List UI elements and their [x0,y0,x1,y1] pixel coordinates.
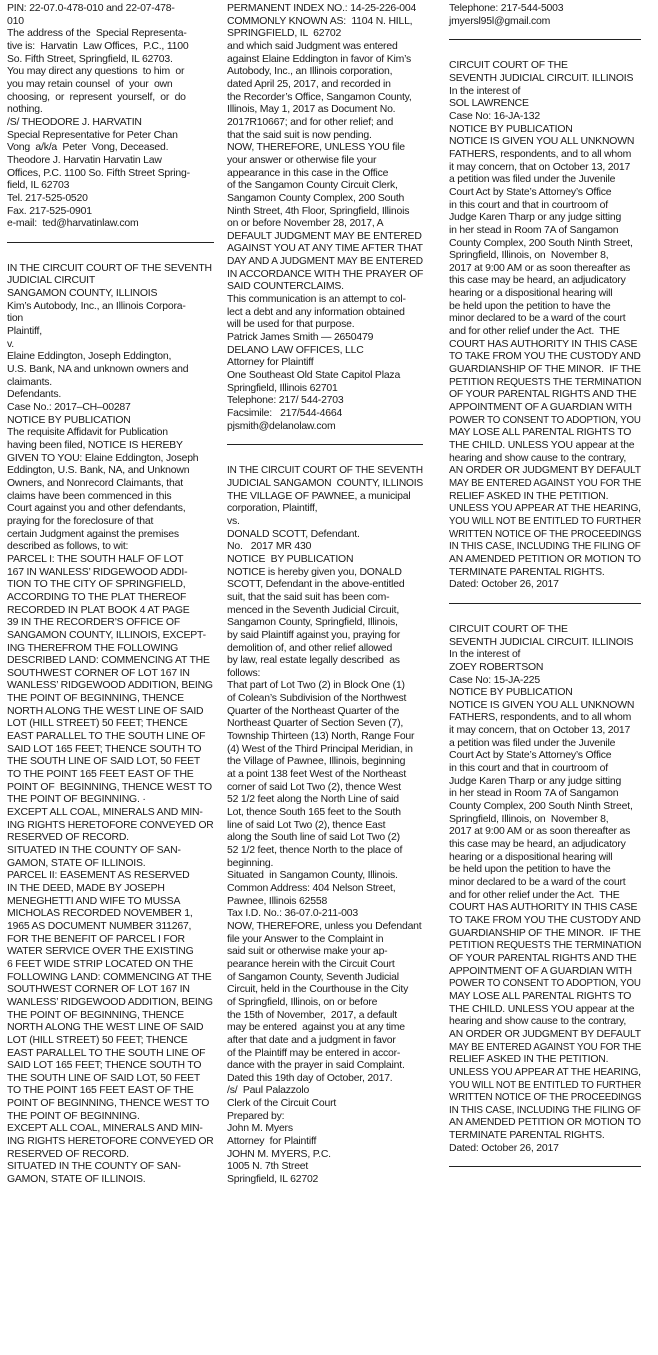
notice-line: MAY LOSE ALL PARENTAL RIGHTS TO [449,427,632,439]
notice-line: against Elaine Eddington in favor of Kim’s [227,53,412,65]
notice-line: Case No: 15-JA-225 [449,674,540,686]
notice-line: THE POINT OF BEGINNING, THENCE [7,693,184,705]
notice-line: SOUTHWEST CORNER OF LOT 167 IN [7,667,190,679]
notice-line: MENEGHETTI AND WIFE TO MUSSA [7,895,181,907]
notice-line: Springfield, Illinois 62701 [227,382,338,394]
notice-line: MICHOLAS RECORDED NOVEMBER 1, [7,908,193,920]
notice-line: of the Plaintiff may be entered in accor- [227,1047,401,1059]
notice-separator-rule [449,39,641,40]
notice-line: Judge Karen Tharp or any judge sitting [449,212,622,224]
notice-line: IN THIS CASE, INCLUDING THE FILING OF [449,541,641,553]
notice-line: TO THE POINT 165 FEET EAST OF THE [7,769,194,781]
notice-line: AN ORDER OR JUDGMENT BY DEFAULT [449,1028,641,1040]
notice-line: Pawnee, Illinois 62558 [227,895,328,907]
legal-notice-block [7,263,214,1187]
notice-line: /s/ Paul Palazzolo [227,1085,310,1097]
notice-line: UNLESS YOU APPEAR AT THE HEARING, [449,1066,641,1078]
notice-line: So. Fifth Street, Springfield, IL 62703. [7,53,173,65]
notice-line: GUARDIANSHIP OF THE MINOR. IF THE [449,364,641,376]
notice-line: POINT OF BEGINNING, THENCE WEST TO [7,781,212,793]
notice-line: Owners, and Nonrecord Claimants, that [7,477,183,489]
notice-line: NOTICE IS GIVEN YOU ALL UNKNOWN [449,699,635,711]
notice-line: PETITION REQUESTS THE TERMINATION [449,376,642,388]
notice-line: NOTICE IS GIVEN YOU ALL UNKNOWN [449,136,635,148]
notice-line: JOHN M. MYERS, P.C. [227,1148,331,1160]
notice-line: Court Act by State’s Attorney’s Office [449,750,612,762]
notice-line: PIN: 22-07.0-478-010 and 22-07-478- [7,3,175,14]
notice-separator-rule [7,242,214,243]
notice-line: AN AMENDED PETITION OR MOTION TO [449,1117,641,1129]
notice-line: Judge Karen Tharp or any judge sitting [449,775,622,787]
column-3 [449,3,641,1187]
notice-line: SANGAMON COUNTY, ILLINOIS, EXCEPT- [7,629,206,641]
notice-line: will be used for that purpose. [227,319,355,331]
notice-line: The address of the Special Representa- [7,28,187,40]
notice-line: that the said suit is now pending. [227,129,372,141]
notice-line: IN THIS CASE, INCLUDING THE FILING OF [449,1104,641,1116]
notice-line: this case may be heard, an adjudicatory [449,839,626,851]
notice-line: of Sangamon County, Seventh Judicial [227,971,399,983]
notice-line: in this court and that in courtroom of [449,199,608,211]
notice-line: THE POINT OF BEGINNING, THENCE [7,1009,184,1021]
notice-line: AN AMENDED PETITION OR MOTION TO [449,553,641,565]
notice-line: SCOTT, Defendant in the above-entitled [227,579,405,591]
notice-line: of Springfield, Illinois, on or before [227,996,378,1008]
notice-line: be held upon the petition to have the [449,864,611,876]
notice-line: The requisite Affidavit for Publication [7,427,168,439]
notice-line: In the interest of [449,85,521,97]
notice-line: by law, real estate legally described as [227,655,400,667]
notice-line: Case No: 16-JA-132 [449,110,540,122]
notice-line: MAY BE ENTERED AGAINST YOU FOR THE [449,477,642,489]
notice-line: RECORDED IN PLAT BOOK 4 AT PAGE [7,604,190,616]
notice-line: Court against you and other defendants, [7,503,186,515]
notice-line: CIRCUIT COURT OF THE [449,623,568,635]
notice-line: Tel. 217-525-0520 [7,192,88,204]
notice-line: DAY AND A JUDGMENT MAY BE ENTERED [227,256,423,268]
notice-line: nothing. [7,104,43,116]
notice-line: WRITTEN NOTICE OF THE PROCEEDINGS [449,528,642,540]
notice-line: of Colean’s Subdivision of the Northwest [227,693,407,705]
notice-line: pearance herein with the Circuit Court [227,958,395,970]
notice-line: 1965 AS DOCUMENT NUMBER 311267, [7,920,192,932]
notice-line: COMMONLY KNOWN AS: 1104 N. HILL, [227,15,413,27]
notice-line: One Southeast Old State Capitol Plaza [227,370,401,382]
notice-line: This communication is an attempt to col- [227,294,406,306]
notice-line: demolition of, and other relief allowed [227,642,393,654]
notice-line: Dated: October 26, 2017 [449,1142,559,1154]
notice-line: lect a debt and any information obtained [227,306,405,318]
notice-line: Offices, P.C. 1100 So. Fifth Street Spring- [7,167,190,179]
notice-line: Attorney for Plaintiff [227,357,314,369]
notice-line: NOTICE BY PUBLICATION [227,553,354,565]
notice-line: JUDICIAL CIRCUIT [7,275,96,287]
notice-line: you may retain counsel of your own [7,78,173,90]
notice-line: NOTICE BY PUBLICATION [449,123,573,135]
notice-line: Common Address: 404 Nelson Street, [227,882,396,894]
notice-line: 2017 at 9:00 AM or as soon thereafter as [449,826,631,838]
legal-notice-block [7,3,214,231]
notice-line: Tax I.D. No.: 36-07.0-211-003 [227,908,358,920]
notice-line: the 15th of November, 2017, a default [227,1009,397,1021]
notice-line: 6 FEET WIDE STRIP LOCATED ON THE [7,958,193,970]
notice-line: Special Representative for Peter Chan [7,129,178,141]
notice-line: Springfield, Illinois, on November 8, [449,250,609,262]
notice-line: Clerk of the Circuit Court [227,1098,337,1110]
notice-line: vs. [227,515,240,527]
notice-line: corporation, Plaintiff, [227,503,318,515]
notice-line: THE SOUTH LINE OF SAID LOT, 50 FEET [7,1072,201,1084]
notice-line: 010 [7,15,24,27]
notice-line: IN THE CIRCUIT COURT OF THE SEVENTH [227,465,423,477]
notice-line: EXCEPT ALL COAL, MINERALS AND MIN- [7,1123,203,1135]
notice-line: Fax. 217-525-0901 [7,205,92,217]
notice-line: PARCEL I: THE SOUTH HALF OF LOT [7,553,184,565]
legal-notice-block [227,3,423,433]
notice-line: ZOEY ROBERTSON [449,661,544,673]
notice-line: hearing and show cause to the contrary, [449,1016,627,1028]
notice-line: 2017 at 9:00 AM or as soon thereafter as [449,262,631,274]
notice-line: Vong a/k/a Peter Vong, Deceased. [7,142,169,154]
notice-separator-rule [227,444,423,445]
notice-line: Court Act by State’s Attorney’s Office [449,186,612,198]
notice-line: line of said Lot Two (2), thence East [227,819,386,831]
notice-line: on or before November 28, 2017, A [227,218,384,230]
notice-line: SEVENTH JUDICIAL CIRCUIT. ILLINOIS [449,636,634,648]
notice-line: hearing or a dispositional hearing will [449,288,613,300]
notice-line: IN ACCORDANCE WITH THE PRAYER OF [227,268,424,280]
notice-line: PARCEL II: EASEMENT AS RESERVED [7,870,190,882]
notice-line: THE CHILD. UNLESS YOU appear at the [449,1003,635,1015]
notice-line: TO TAKE FROM YOU THE CUSTODY AND [449,914,641,926]
notice-line: file your Answer to the Complaint in [227,933,384,945]
notice-line: and which said Judgment was entered [227,40,398,52]
notice-line: TO THE POINT 165 FEET EAST OF THE [7,1085,194,1097]
notice-line: Kim’s Autobody, Inc., an Illinois Corpora- [7,300,186,312]
notice-line: a petition was filed under the Juvenile [449,174,616,186]
notice-line: In the interest of [449,649,521,661]
notice-line: v. [7,338,14,350]
notice-line: SITUATED IN THE COUNTY OF SAN- [7,845,181,856]
notice-line: Lot, thence South 165 feet to the South [227,807,401,819]
notice-separator-rule [449,603,641,604]
notice-line: PERMANENT INDEX NO.: 14-25-226-004 [227,3,417,14]
notice-line: County Complex, 200 South Ninth Street, [449,237,633,249]
notice-line: John M. Myers [227,1123,293,1135]
notice-line: SEVENTH JUDICIAL CIRCUIT. ILLINOIS [449,72,634,84]
notice-line: That part of Lot Two (2) in Block One (1) [227,680,405,692]
notice-line: along the South line of said Lot Two (2) [227,832,400,844]
notice-line: THE POINT OF BEGINNING. [7,1110,140,1122]
notice-line: /S/ THEODORE J. HARVATIN [7,116,142,128]
notice-line: APPOINTMENT OF A GUARDIAN WITH [449,402,632,414]
notice-line: NOTICE is hereby given you, DONALD [227,566,402,578]
notice-line: DEFAULT JUDGMENT MAY BE ENTERED [227,230,422,242]
notice-line: NOW, THEREFORE, unless you Defendant [227,920,422,932]
notice-line: Situated in Sangamon County, Illinois. [227,870,398,882]
notice-line: NOTICE BY PUBLICATION [449,687,573,699]
notice-line: it may concern, that on October 13, 2017 [449,161,631,173]
notice-line: ACCORDING TO THE PLAT THEREOF [7,591,187,603]
notice-line: No. 2017 MR 430 [227,541,312,553]
notice-line: Attorney for Plaintiff [227,1136,317,1148]
notice-line: corner of said Lot Two (2), thence West [227,781,401,793]
notice-line: Dated this 19th day of October, 2017. [227,1072,393,1084]
notice-line: EAST PARALLEL TO THE SOUTH LINE OF [7,731,206,743]
notice-line: RELIEF ASKED IN THE PETITION. [449,1054,609,1066]
notice-line: tion [7,313,24,325]
notice-line: RELIEF ASKED IN THE PETITION. [449,490,609,502]
notice-line: IN THE DEED, MADE BY JOSEPH [7,882,165,894]
notice-line: of the Sangamon County Circuit Clerk, [227,180,398,192]
notice-line: COURT HAS AUTHORITY IN THIS CASE [449,338,638,350]
notice-line: by said Plaintiff against you, praying for [227,629,401,641]
notice-line: this case may be heard, an adjudicatory [449,275,626,287]
notice-line: having been filed, NOTICE IS HEREBY [7,440,183,451]
notice-line: Theodore J. Harvatin Harvatin Law [7,154,162,166]
notice-line: TERMINATE PARENTAL RIGHTS. [449,566,605,578]
legal-notice-block [227,465,423,1186]
notice-line[interactable]: pjsmith@delanolaw.com [227,420,336,432]
notice-line: COURT HAS AUTHORITY IN THIS CASE [449,902,638,914]
notice-line: WATER SERVICE OVER THE EXISTING [7,946,194,958]
notice-line: Facsimile: 217/544-4664 [227,408,343,419]
notice-line: suit, that the said suit has been com- [227,591,390,603]
notice-line: SANGAMON COUNTY, ILLINOIS [7,288,158,300]
notice-line: 167 IN WANLESS’ RIDGEWOOD ADDI- [7,566,188,578]
notice-line: AN ORDER OR JUDGMENT BY DEFAULT [449,465,641,477]
notice-line: Quarter of the Northeast Quarter of the [227,705,400,717]
notice-line: FOR THE BENEFIT OF PARCEL I FOR [7,933,185,945]
notice-line: Autobody, Inc., an Illinois corporation, [227,66,393,78]
notice-line: 52 1/2 feet, thence North to the place of [227,845,403,856]
notice-line: certain Judgment against the premises [7,528,179,540]
notice-line[interactable]: e-mail: ted@harvatinlaw.com [7,218,139,230]
notice-line: it may concern, that on October 13, 2017 [449,725,631,737]
notice-line: in this court and that in courtroom of [449,763,608,775]
notice-line: Northeast Quarter of Section Seven (7), [227,718,404,730]
notice-line: GUARDIANSHIP OF THE MINOR. IF THE [449,927,641,939]
notice-line: follows: [227,667,261,679]
notice-line: beginning. [227,857,274,869]
notice-line: TERMINATE PARENTAL RIGHTS. [449,1130,605,1142]
notice-line: in her stead in Room 7A of Sangamon [449,224,619,236]
notice-line: field, IL 62703 [7,180,70,192]
notice-line: Ninth Street, 4th Floor, Springfield, Illinois [227,205,410,217]
notice-line: ING RIGHTS HERETOFORE CONVEYED OR [7,819,214,831]
notice-line: RESERVED OF RECORD. [7,832,129,844]
notice-line: hearing or a dispositional hearing will [449,851,613,863]
notice-line: EXCEPT ALL COAL, MINERALS AND MIN- [7,807,203,819]
notice-line: IN THE CIRCUIT COURT OF THE SEVENTH [7,262,212,274]
notice-line: Elaine Eddington, Joseph Eddington, [7,351,172,363]
notice-line: menced in the Seventh Judicial Circuit, [227,604,400,616]
notice-line: NOTICE BY PUBLICATION [7,414,131,426]
notice-line: dated April 25, 2017, and recorded in [227,78,391,90]
notice-line: tive is: Harvatin Law Offices, P.C., 1100 [7,40,189,52]
notice-line[interactable]: jmyersl95l@gmail.com [449,15,551,27]
notice-line: 52 1/2 feet along the North Line of said [227,794,399,806]
notice-line: POWER TO CONSENT TO ADOPTION, YOU [449,414,641,426]
notice-line: Telephone: 217/ 544-2703 [227,395,344,407]
notice-line: WANLESS’ RIDGEWOOD ADDITION, BEING [7,996,213,1008]
notice-line: SITUATED IN THE COUNTY OF SAN- [7,1161,181,1173]
notice-line: You may direct any questions to him or [7,66,185,78]
notice-line: TION TO THE CITY OF SPRINGFIELD, [7,579,186,591]
notice-line: minor declared to be a ward of the court [449,313,626,325]
notice-line: a petition was filed under the Juvenile [449,737,616,749]
notice-line: GIVEN TO YOU: Elaine Eddington, Joseph [7,452,199,464]
notice-line: in her stead in Room 7A of Sangamon [449,788,619,800]
notice-line: said suit or otherwise make your ap- [227,946,388,958]
notice-line: appearance in this case in the Office [227,167,389,179]
legal-notice-block [449,60,641,592]
notice-line: Township Thirteen (13) North, Range Four [227,731,415,743]
notice-line: NOW, THEREFORE, UNLESS YOU file [227,142,405,154]
notice-line: MAY BE ENTERED AGAINST YOU FOR THE [449,1041,642,1053]
notice-line: THE CHILD. UNLESS YOU appear at the [449,440,635,451]
notice-line: LOT (HILL STREET) 50 FEET; THENCE [7,718,188,730]
notice-line: the Village of Pawnee, Illinois, beginning [227,756,406,768]
notice-line: JUDICIAL SANGAMON COUNTY, ILLINOIS [227,477,424,489]
notice-line: TO TAKE FROM YOU THE CUSTODY AND [449,351,641,363]
notice-line: praying for the foreclosure of that [7,515,154,527]
notice-line: claimants. [7,376,52,388]
notice-line: WANLESS’ RIDGEWOOD ADDITION, BEING [7,680,213,692]
notice-line: Plaintiff, [7,326,42,338]
notice-line: the Recorder’s Office, Sangamon County, [227,91,412,103]
notice-line: Case No.: 2017–CH–00287 [7,402,131,414]
notice-line: THE SOUTH LINE OF SAID LOT, 50 FEET [7,756,201,768]
notice-line: MAY LOSE ALL PARENTAL RIGHTS TO [449,990,632,1002]
notice-line: RESERVED OF RECORD. [7,1148,129,1160]
notice-separator-rule [449,1166,641,1167]
notice-line: Telephone: 217-544-5003 [449,3,564,14]
notice-line: YOU WILL NOT BE ENTITLED TO FURTHER [449,1079,642,1091]
notice-line: NORTH ALONG THE WEST LINE OF SAID [7,705,204,717]
notice-line: hearing and show cause to the contrary, [449,452,627,464]
legal-notice-block [449,624,641,1156]
notice-line: UNLESS YOU APPEAR AT THE HEARING, [449,503,641,515]
notice-line: PETITION REQUESTS THE TERMINATION [449,940,642,952]
notice-line: POINT OF BEGINNING, THENCE WEST TO [7,1098,210,1110]
notice-line: Springfield, IL 62702 [227,1174,319,1186]
notice-line: OF YOUR PARENTAL RIGHTS AND THE [449,389,637,401]
notice-line: DONALD SCOTT, Defendant. [227,528,360,540]
notice-line: be held upon the petition to have the [449,300,611,312]
notice-line: APPOINTMENT OF A GUARDIAN WITH [449,965,632,977]
notice-line: 39 IN THE RECORDER’S OFFICE OF [7,617,181,629]
notice-line: U.S. Bank, NA and unknown owners and [7,364,189,376]
notice-line: claims have been commenced in this [7,490,172,502]
notice-line: Illinois, May 1, 2017 as Document No. [227,104,396,116]
notice-line: may be entered against you at any time [227,1022,405,1034]
notice-line: your answer or otherwise file your [227,154,377,166]
notice-line: 1005 N. 7th Street [227,1161,309,1173]
notice-line: (4) West of the Third Principal Meridian, in [227,743,413,755]
notice-line: choosing, or represent yourself, or do [7,91,186,103]
notice-line: OF YOUR PARENTAL RIGHTS AND THE [449,952,637,964]
notice-line: DESCRIBED LAND: COMMENCING AT THE [7,655,210,667]
legal-notice-block [449,3,641,28]
notice-line: SAID LOT 165 FEET; THENCE SOUTH TO [7,1060,202,1072]
notice-line: ING THEREFROM THE FOLLOWING [7,642,179,654]
notice-line: SAID LOT 165 FEET; THENCE SOUTH TO [7,743,202,755]
notice-line: YOU WILL NOT BE ENTITLED TO FURTHER [449,515,642,527]
notice-line: THE POINT OF BEGINNING. · [7,794,146,806]
notice-line: Dated: October 26, 2017 [449,579,559,591]
notice-line: SOL LAWRENCE [449,98,529,110]
notice-line: Defendants. [7,389,62,401]
notice-line: 2017R10667; and for other relief; and [227,116,394,128]
notice-line: Sangamon County Complex, 200 South [227,192,405,204]
notice-line: Eddington, U.S. Bank, NA, and Unknown [7,465,190,477]
notice-line: FATHERS, respondents, and to all whom [449,712,632,724]
notice-line: NORTH ALONG THE WEST LINE OF SAID [7,1022,204,1034]
notice-line: Springfield, Illinois, on November 8, [449,813,609,825]
notice-line: at a point 138 feet West of the Northeast [227,769,407,781]
notice-line: minor declared to be a ward of the court [449,877,626,888]
column-1 [7,3,214,1187]
notice-line: County Complex, 200 South Ninth Street, [449,801,633,813]
notice-line: SPRINGFIELD, IL 62702 [227,28,342,40]
notice-line: EAST PARALLEL TO THE SOUTH LINE OF [7,1047,206,1059]
notice-line: FATHERS, respondents, and to all whom [449,148,632,160]
notice-line: THE VILLAGE OF PAWNEE, a municipal [227,490,411,502]
column-2 [227,3,423,1187]
notice-line: DELANO LAW OFFICES, LLC [227,344,364,356]
notice-line: Patrick James Smith — 2650479 [227,332,374,344]
notice-line: SAID COUNTERCLAIMS. [227,281,344,293]
notice-line: Circuit, held in the Courthouse in the City [227,984,409,996]
notice-line: Prepared by: [227,1110,285,1122]
notice-line: WRITTEN NOTICE OF THE PROCEEDINGS [449,1092,642,1104]
notice-line: LOT (HILL STREET) 50 FEET; THENCE [7,1034,188,1046]
notice-line: ING RIGHTS HERETOFORE CONVEYED OR [7,1136,214,1148]
notice-line: and for other relief under the Act. THE [449,889,620,901]
notice-line: AGAINST YOU AT ANY TIME AFTER THAT [227,243,423,255]
notice-line: CIRCUIT COURT OF THE [449,60,568,72]
notice-line: described as follows, to wit: [7,541,129,553]
notice-line: POWER TO CONSENT TO ADOPTION, YOU [449,978,641,990]
notice-line: GAMON, STATE OF ILLINOIS. [7,857,146,869]
notice-line: FOLLOWING LAND: COMMENCING AT THE [7,971,212,983]
notice-line: Sangamon County, Springfield, Illinois, [227,617,398,629]
notice-line: and for other relief under the Act. THE [449,326,620,338]
notice-line: GAMON, STATE OF ILLINOIS. [7,1174,146,1186]
notice-line: after that date and a judgment in favor [227,1034,396,1046]
notice-line: SOUTHWEST CORNER OF LOT 167 IN [7,984,190,996]
notice-line: dance with the prayer in said Complaint. [227,1060,405,1072]
